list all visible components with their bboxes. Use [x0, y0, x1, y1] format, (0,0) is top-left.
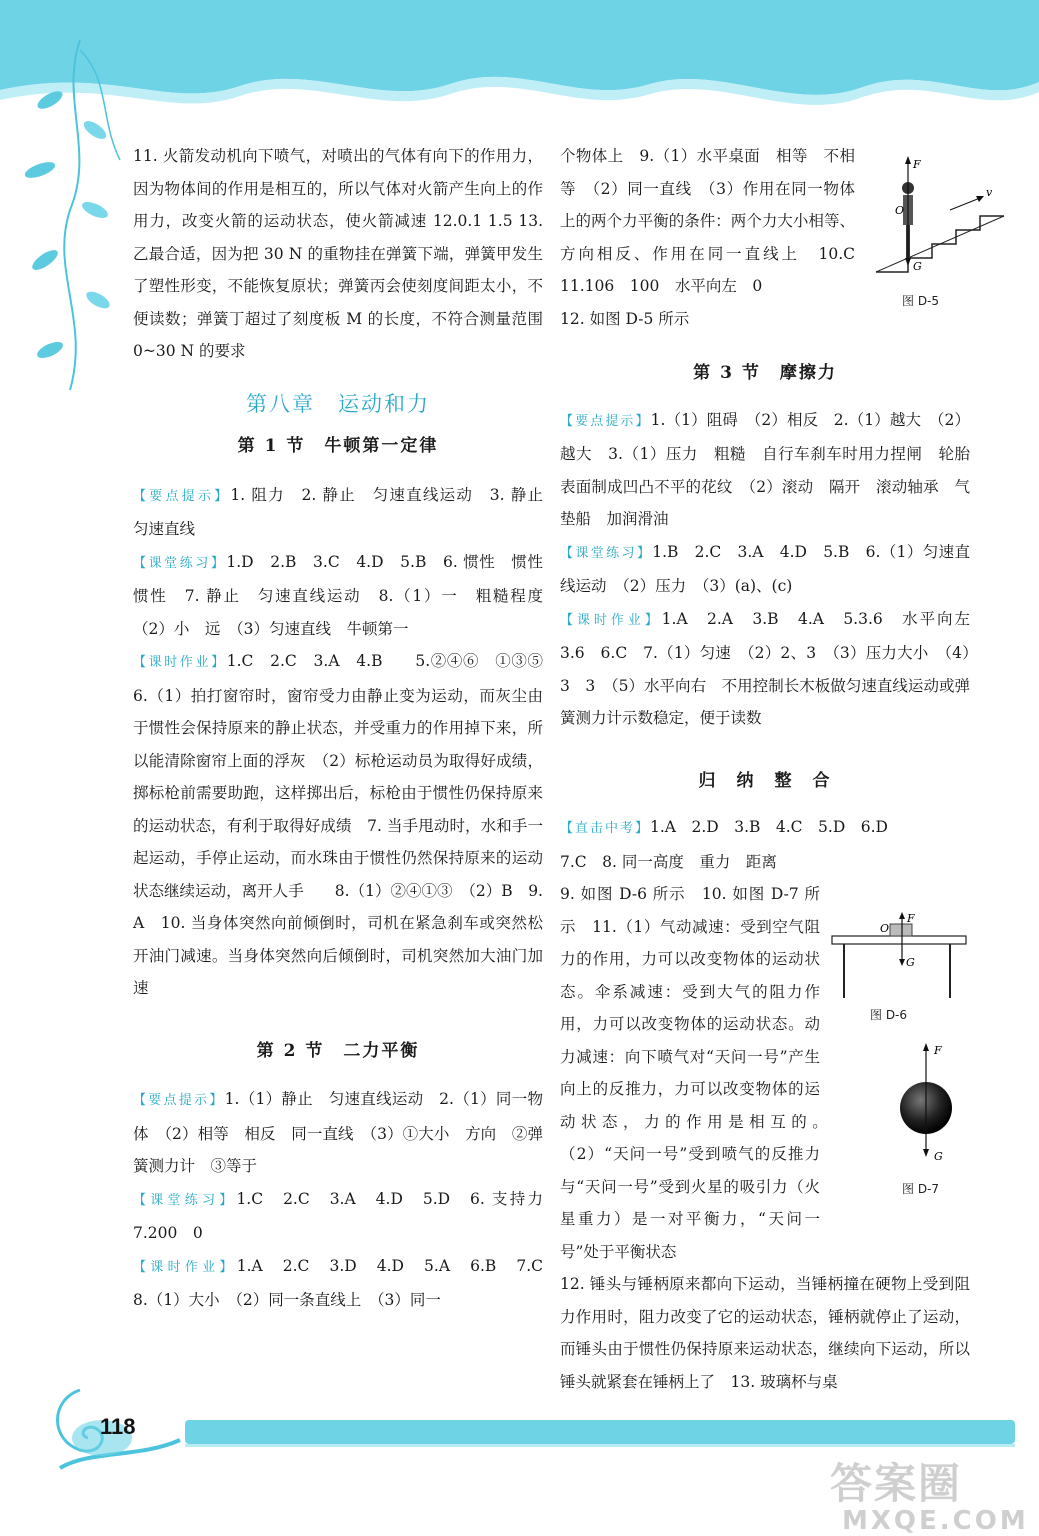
- answer-paragraph: 11. 火箭发动机向下喷气，对喷出的气体有向下的作用力，因为物体间的作用是相互的，所以气体对火箭产生向上的作用力，改变火箭的运动状态，使火箭减速 12.0.1 1.5 13. 乙最合适，因为把 30 N 的重物挂在弹簧下端，弹簧甲发生了塑性形变，不能恢复原状；弹簧丙会使刻度间距太小，不便读数；弹簧丁超过了刻度板 M 的长度，不符合测量范围 0~30 N 的要求: [133, 147, 543, 360]
- answer-paragraph: [133, 1083, 543, 1183]
- answer-text: 1.D 2.B 3.C 4.D 5.B 6. 惯性 惯性 惯性 7. 静止 匀速直线运动 8.（1）一 粗糙程度 （2）小 远 （3）匀速直线 牛顿第一: [133, 552, 559, 638]
- watermark: [830, 1459, 1030, 1536]
- section-tag: 【课时作业】: [133, 1259, 237, 1275]
- answer-text: 1.C 2.C 3.A 4.B 5.②④⑥ ①③⑤ 6.（1）拍打窗帘时，窗帘受力由静止变为运动，而灰尘由于惯性会保持原来的静止状态，并受重力的作用掉下来，所以能清除窗帘上面的浮灰 （2）标枪运动员为取得好成绩，掷标枪前需要助跑，这样掷出后，标枪由于惯性仍保持原来的运动状态，有利于取得好成绩 7. 当手甩动时，水和手一起运动，手停止运动，而水珠由于惯性仍然保持原来的运动状态继续运动，离开人手 8.（1）②④①③ （2）B 9. A 10. 当身体突然向前倾倒时，司机在紧急刹车或突然松开油门减速。当身体突然向后倾倒时，司机突然加大油门加速: [133, 652, 559, 997]
- answer-paragraph: 12. 如图 D-5 所示: [560, 309, 690, 328]
- answer-paragraph: 7.C 8. 同一高度 重力 距离: [560, 852, 777, 871]
- answer-paragraph: [133, 1250, 575, 1317]
- section-tag: 【课时作业】: [560, 612, 662, 628]
- force-label: F: [934, 1044, 942, 1057]
- answer-paragraph: [560, 536, 970, 603]
- answer-paragraph: [560, 811, 970, 846]
- section-tag: 【要点提示】: [133, 1093, 225, 1108]
- answer-paragraph: 12. 锤头与锤柄原来都向下运动，当锤柄撞在硬物上受到阻力作用时，阻力改变了它的运动状态，锤柄就停止了运动，而锤头由于惯性仍保持原来运动状态，继续向下运动，所以锤头就紧套在锤柄上了 13. 玻璃杯与桌: [560, 1275, 970, 1391]
- answer-paragraph: [560, 404, 970, 536]
- right-column: [560, 140, 986, 1398]
- point-label: O: [880, 922, 890, 935]
- answer-paragraph: [133, 1183, 559, 1250]
- answer-paragraph: [560, 603, 986, 735]
- gravity-label: G: [934, 1150, 943, 1163]
- answer-text: 1.B 2.C 3.A 4.D 5.B 6.（1）匀速直线运动 （2）压力 （3）(a)、(c): [560, 542, 970, 595]
- answer-text: 1.（1）阻碍 （2）相反 2.（1）越大 （2）越大 3.（1）压力 粗糙 自行车刹车时用力捏闸 轮胎表面制成凹凸不平的花纹 （2）滚动 隔开 滚动轴承 气垫船 加润滑油: [560, 410, 970, 528]
- section-title: 第 2 节 二力平衡: [256, 1040, 420, 1061]
- figure-d7: [888, 1040, 968, 1170]
- answer-paragraph: 9. 如图 D-6 所示 10. 如图 D-7 所示 11.（1）气动减速：受到空气阻力的作用，力可以改变物体的运动状态。伞系减速：受到大气的阻力作用，力可以改变物体的运动状态。动力减速：向下喷气对“天问一号”产生向上的反推力，力可以改变物体的运动状态，力的作用是相互的。 （2）“天问一号”受到喷气的反推力与“天问一号”受到火星的吸引力（火星重力）是一对平衡力，“天问一号”处于平衡状态: [560, 885, 836, 1261]
- force-label: F: [907, 912, 915, 925]
- page-number: 118: [100, 1414, 136, 1439]
- answer-text: 1.A 2.C 3.D 4.D 5.A 6.B 7.C 8.（1）大小 （2）同一条直线上 （3）同一: [133, 1256, 575, 1309]
- answer-paragraph: [133, 546, 559, 646]
- footer-bar-shadow: [185, 1444, 1015, 1447]
- header-wave: [0, 0, 1039, 120]
- point-label: O: [895, 204, 905, 217]
- section-tag: 【直击中考】: [560, 821, 651, 836]
- left-column: [133, 140, 575, 1317]
- section-title: 第 3 节 摩擦力: [693, 363, 837, 383]
- section-tag: 【课堂练习】: [133, 555, 227, 571]
- section-tag: 【要点提示】: [560, 413, 651, 429]
- answer-paragraph: [133, 645, 559, 1005]
- watermark-url: MXQE.COM: [842, 1506, 1029, 1536]
- watermark-logo: 答案圈: [830, 1459, 963, 1508]
- answer-text: 1.C 2.C 3.A 4.D 5.D 6. 支持力 7.200 0: [133, 1189, 559, 1242]
- answer-text: 1.A 2.A 3.B 4.A 5.3.6 水平向左 3.6 6.C 7.（1）匀速 （2）2、3 （3）压力大小 （4）3 3 （5）水平向右 不用控制长木板做匀速直线运动或弹簧测力计示数稳定，便于读数: [560, 609, 986, 727]
- section-tag: 【课堂练习】: [133, 1192, 237, 1208]
- gravity-label: G: [906, 956, 915, 969]
- answer-text: 1. 阻力 2. 静止 匀速直线运动 3. 静止 匀速直线: [133, 485, 559, 538]
- figure-d5: [868, 150, 1018, 280]
- vine-decoration: [0, 40, 130, 400]
- answer-text: 1.A 2.D 3.B 4.C 5.D 6.D: [650, 818, 888, 836]
- figure-caption: 图 D-6: [870, 1008, 908, 1022]
- figure-d6: [830, 912, 970, 1002]
- section-tag: 【课时作业】: [133, 655, 227, 670]
- velocity-label: v: [986, 186, 993, 199]
- force-label: F: [913, 158, 921, 171]
- section-title: 第 1 节 牛顿第一定律: [237, 436, 439, 456]
- chapter-title: 第八章 运动和力: [246, 391, 430, 416]
- section-tag: 【课堂练习】: [560, 545, 653, 561]
- answer-paragraph: [133, 479, 559, 546]
- figure-caption: 图 D-5: [902, 294, 940, 308]
- figure-caption: 图 D-7: [902, 1182, 940, 1196]
- answer-text: 1.（1）静止 匀速直线运动 2.（1）同一物体 （2）相等 相反 同一直线 （3）①大小 方向 ②弹簧测力计 ③等于: [133, 1090, 543, 1175]
- gravity-label: G: [913, 260, 922, 273]
- section-title: 归 纳 整 合: [698, 770, 832, 791]
- answer-paragraph: 个物体上 9.（1）水平桌面 相等 不相等 （2）同一直线 （3）作用在同一物体上的两个力平衡的条件：两个力大小相等、方向相反、作用在同一直线上 10.C 11.106 100 水平向左 0: [560, 147, 871, 295]
- footer-bar: [185, 1420, 1015, 1444]
- section-tag: 【要点提示】: [133, 488, 231, 504]
